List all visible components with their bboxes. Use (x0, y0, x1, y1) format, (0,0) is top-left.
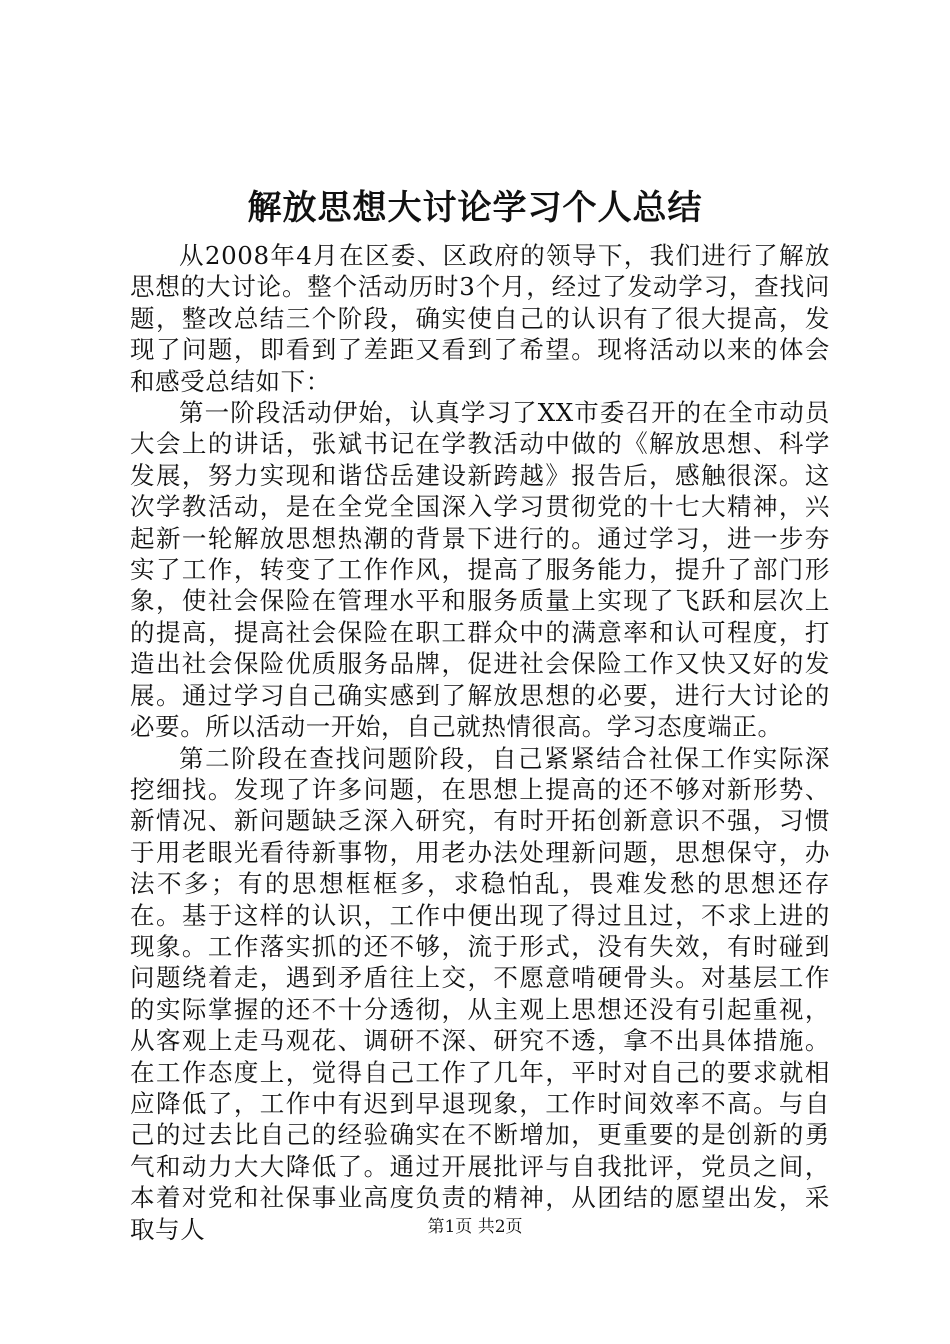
document-body (130, 240, 830, 1245)
document-title: 解放思想大讨论学习个人总结 (247, 188, 703, 228)
page-number-footer: 第1页 共2页 (427, 1217, 523, 1237)
paragraph-intro: 从2008年4月在区委、区政府的领导下，我们进行了解放思想的大讨论。整个活动历时3个月，经过了发动学习，查找问题，整改总结三个阶段，确实使自己的认识有了很大提高，发现了问题，即看到了差距又看到了希望。现将活动以来的体会和感受总结如下： (130, 241, 830, 396)
paragraph-stage-one: 第一阶段活动伊始，认真学习了XX市委召开的在全市动员大会上的讲话，张斌书记在学教活动中做的《解放思想、科学发展，努力实现和谐岱岳建设新跨越》报告后，感触很深。这次学教活动，是在全党全国深入学习贯彻党的十七大精神，兴起新一轮解放思想热潮的背景下进行的。通过学习，进一步夯实了工作，转变了工作作风，提高了服务能力，提升了部门形象，使社会保险在管理水平和服务质量上实现了飞跃和层次上的提高，提高社会保险在职工群众中的满意率和认可程度，打造出社会保险优质服务品牌，促进社会保险工作又快又好的发展。通过学习自己确实感到了解放思想的必要，进行大讨论的必要。所以活动一开始，自己就热情很高。学习态度端正。 (130, 398, 830, 742)
paragraph-stage-two: 第二阶段在查找问题阶段，自己紧紧结合社保工作实际深挖细找。发现了许多问题，在思想上提高的还不够对新形势、新情况、新问题缺乏深入研究，有时开拓创新意识不强，习惯于用老眼光看待新事物，用老办法处理新问题，思想保守，办法不多；有的思想框框多，求稳怕乱，畏难发愁的思想还存在。基于这样的认识，工作中便出现了得过且过，不求上进的现象。工作落实抓的还不够，流于形式，没有失效，有时碰到问题绕着走，遇到矛盾往上交，不愿意啃硬骨头。对基层工作的实际掌握的还不十分透彻，从主观上思想还没有引起重视，从客观上走马观花、调研不深、研究不透，拿不出具体措施。在工作态度上，觉得自己工作了几年，平时对自己的要求就相应降低了，工作中有迟到早退现象，工作时间效率不高。与自己的过去比自己的经验确实在不断增加，更重要的是创新的勇气和动力大大降低了。通过开展批评与自我批评，党员之间，本着对党和社保事业高度负责的精神，从团结的愿望出发，采取与人 (130, 743, 830, 1244)
